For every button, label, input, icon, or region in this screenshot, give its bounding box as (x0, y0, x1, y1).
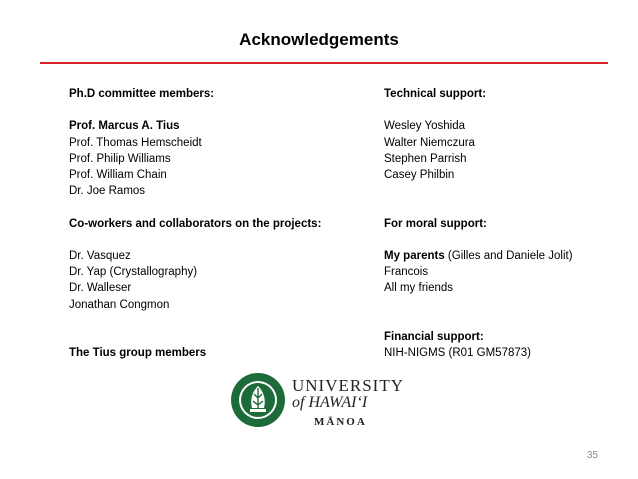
committee-heading: Ph.D committee members: (69, 88, 215, 100)
coworker: Dr. Yap (Crystallography) (69, 266, 198, 279)
committee-member: Prof. Thomas Hemscheidt (69, 136, 202, 149)
technical-heading: Technical support: (384, 88, 487, 100)
technical-person: Casey Philbin (384, 169, 455, 181)
coworker: Dr. Walleser (69, 282, 132, 295)
committee-member: Prof. William Chain (69, 169, 167, 181)
moral-parents (384, 248, 624, 264)
technical-person: Stephen Parrish (384, 152, 467, 165)
technical-person: Walter Niemczura (384, 136, 475, 149)
wordmark-line-2: of HAWAI‘I (292, 394, 368, 411)
wordmark-line-1: UNIVERSITY (292, 376, 404, 395)
right-column (384, 86, 624, 361)
moral-parents-label: My parents (384, 249, 445, 262)
university-seal-icon (230, 372, 286, 428)
moral-person: Francois (384, 266, 429, 279)
wordmark-line-3: MĀNOA (314, 416, 367, 428)
university-logo (230, 372, 404, 432)
committee-member: Dr. Joe Ramos (69, 185, 146, 198)
financial-heading: Financial support: (384, 330, 484, 343)
coworker: Jonathan Congmon (69, 298, 170, 311)
university-wordmark (292, 376, 404, 428)
technical-person: Wesley Yoshida (384, 120, 465, 133)
page-title: Acknowledgements (239, 30, 399, 49)
title-divider (40, 62, 608, 64)
group-heading: The Tius group members (69, 347, 207, 360)
coworker: Dr. Vasquez (69, 249, 131, 262)
moral-parents-names: (Gilles and Daniele Jolit) (444, 249, 573, 262)
moral-heading: For moral support: (384, 217, 487, 230)
page-number: 35 (586, 450, 598, 461)
financial-source: NIH-NIGMS (R01 GM57873) (384, 347, 531, 360)
left-column (69, 86, 369, 361)
coworkers-heading: Co-workers and collaborators on the projects: (69, 217, 322, 230)
committee-member: Prof. Marcus A. Tius (69, 120, 180, 133)
committee-member: Prof. Philip Williams (69, 152, 171, 165)
moral-person: All my friends (384, 282, 454, 295)
